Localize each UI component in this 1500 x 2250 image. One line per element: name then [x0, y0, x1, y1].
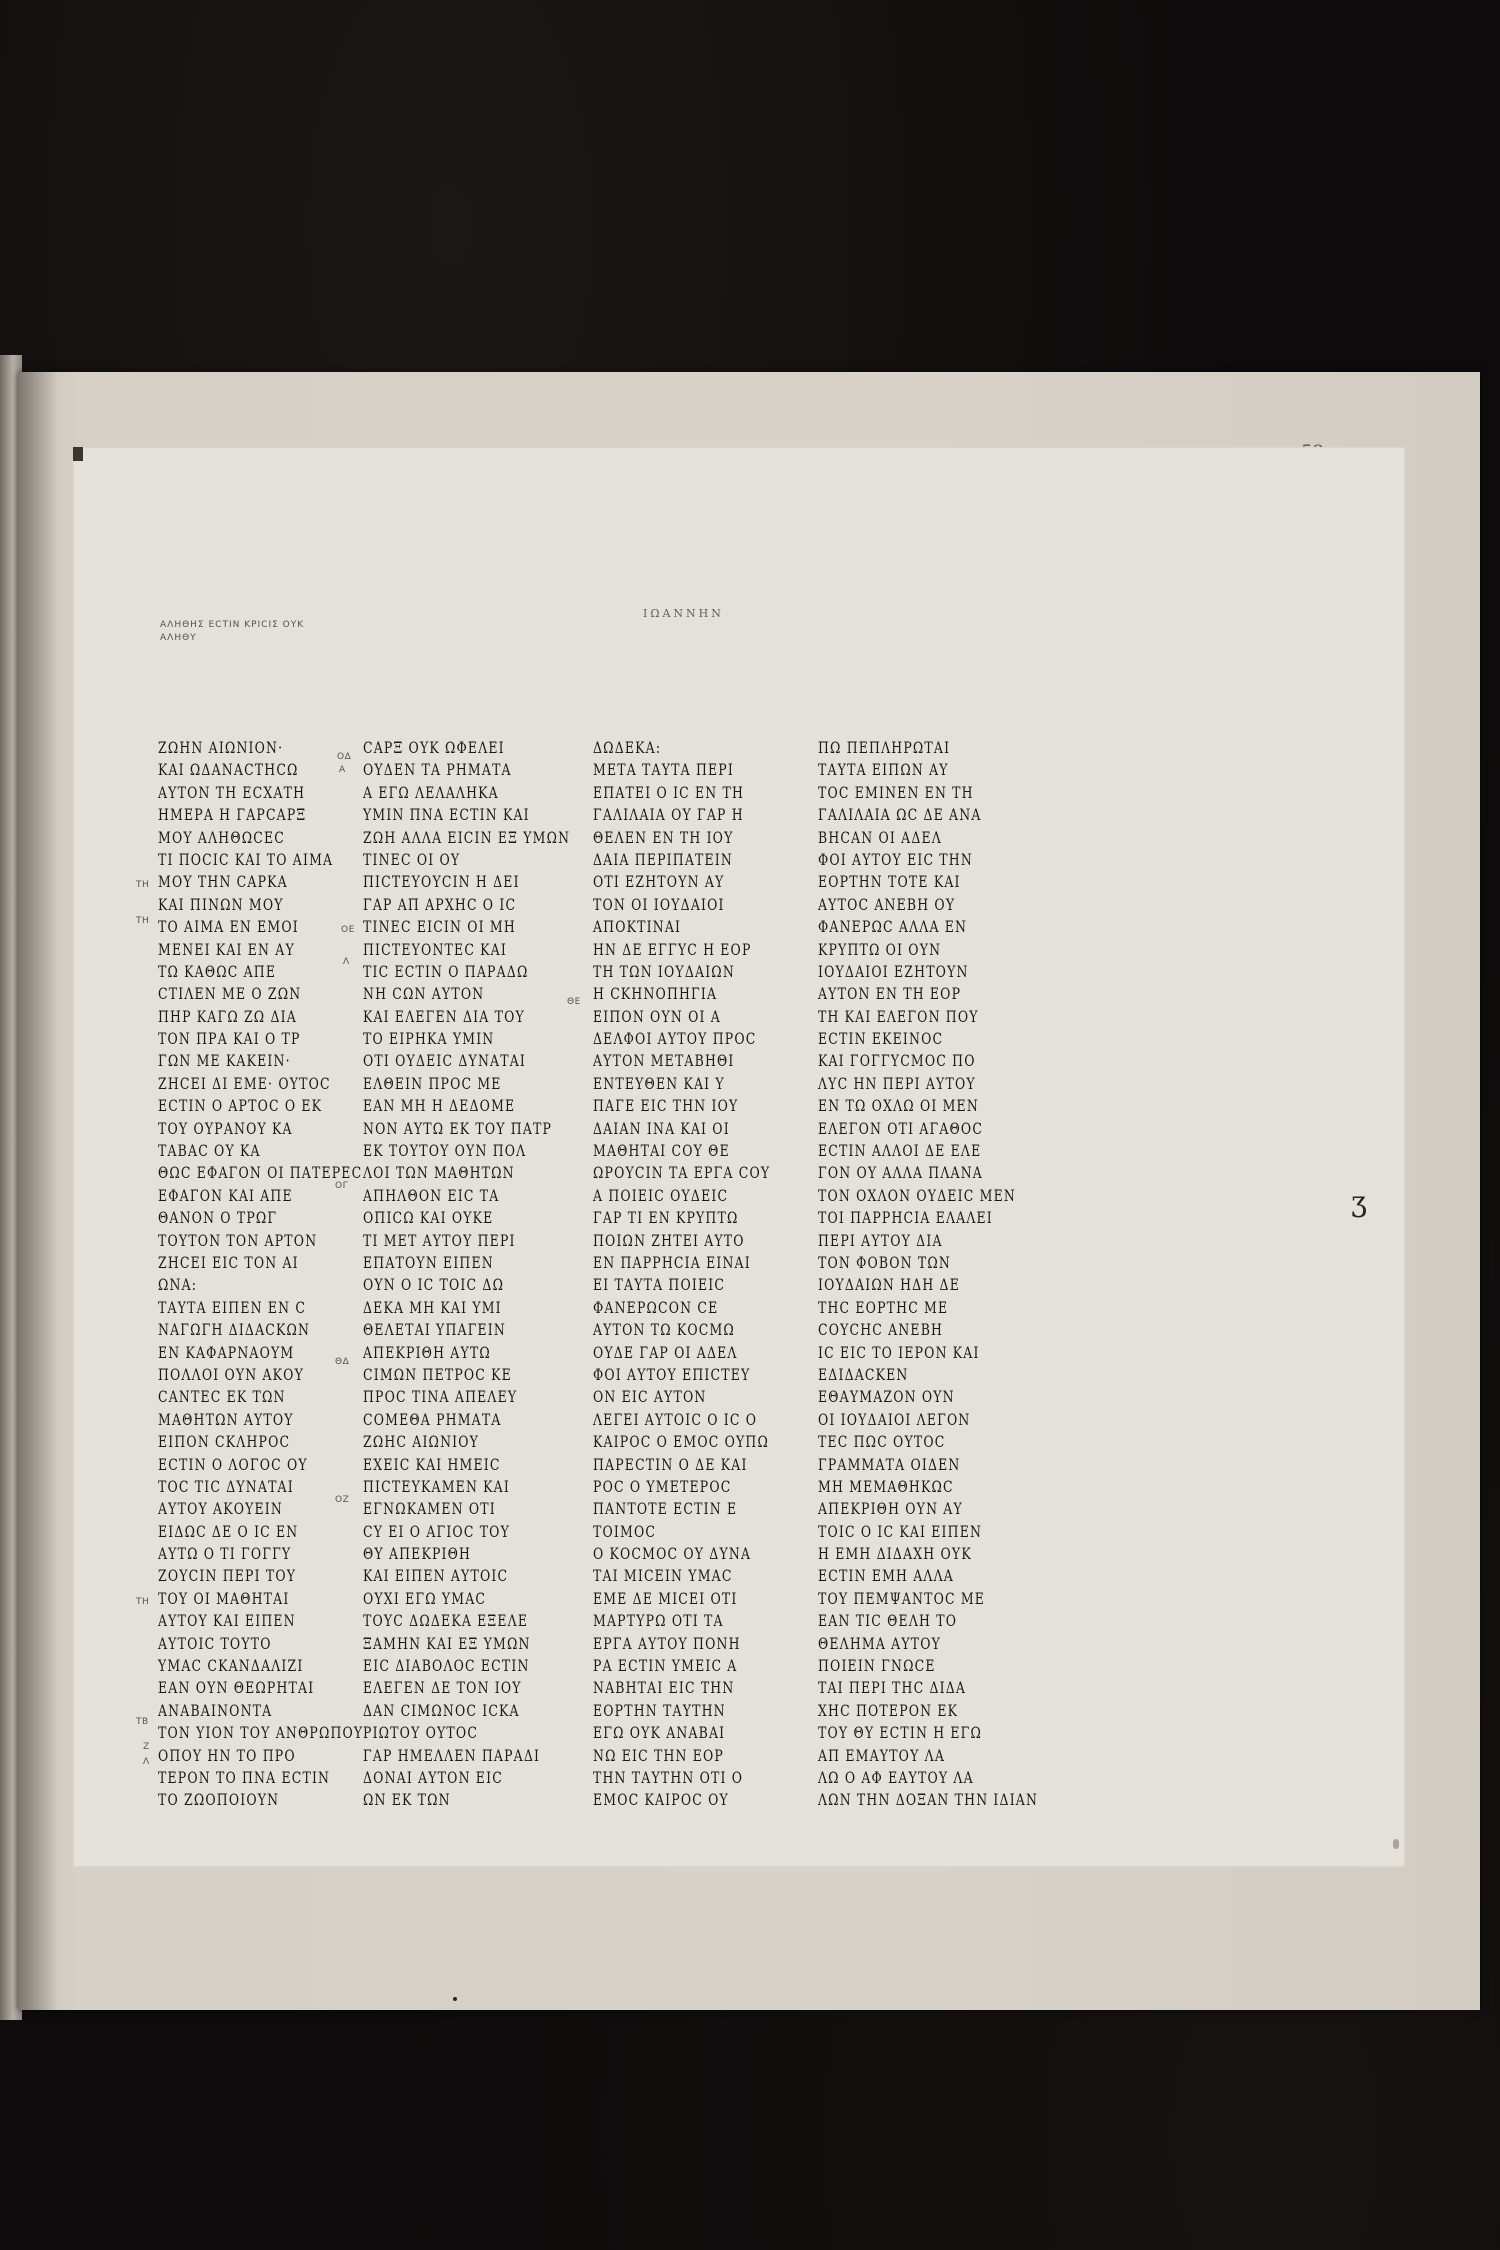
manuscript-line: ΕΟΡΤΗΝ ΤΟΤΕ ΚΑΙ	[818, 872, 961, 892]
manuscript-line: ΚΑΙΡΟC Ο ΕΜΟC ΟΥΠΩ	[593, 1432, 770, 1452]
manuscript-line: ΑΠΕΚΡΙΘΗ ΟΥΝ ΑΥ	[818, 1499, 963, 1519]
text-column-3	[593, 737, 833, 1812]
margin-mark: ΟΖ	[335, 1495, 350, 1505]
manuscript-line: ΧΗC ΠΟΤΕΡΟΝ ΕΚ	[818, 1700, 959, 1720]
manuscript-line: ΤΟC ΕΜΙΝΕΝ ΕΝ ΤΗ	[818, 782, 974, 802]
manuscript-line: ΑΥΤΟΝ ΤΗ ΕCΧΑΤΗ	[158, 782, 306, 802]
margin-mark: ΟΕ	[341, 925, 355, 935]
manuscript-line: ΕΝ ΚΑΦΑΡΝΑΟΥΜ	[158, 1342, 295, 1362]
manuscript-line: ΟΠΙCΩ ΚΑΙ ΟΥΚΕ	[363, 1208, 494, 1228]
manuscript-line: ΩΡΟΥCΙΝ ΤΑ ΕΡΓΑ CΟΥ	[593, 1163, 771, 1183]
manuscript-line: ΕΑΝ ΟΥΝ ΘΕΩΡΗΤΑΙ	[158, 1678, 315, 1698]
manuscript-line: ΤΗ ΤΩΝ ΙΟΥΔΑΙΩΝ	[593, 961, 735, 981]
manuscript-line: ΕΝΤΕΥΘΕΝ ΚΑΙ Υ	[593, 1073, 725, 1093]
manuscript-line: ΥΜΑC CΚΑΝΔΑΛΙΖΙ	[158, 1656, 304, 1676]
manuscript-line: ΤΑΥΤΑ ΕΙΠΩΝ ΑΥ	[818, 760, 949, 780]
manuscript-line: ΟΥΧΙ ΕΓΩ ΥΜΑC	[363, 1588, 487, 1608]
manuscript-line: ΑΠΗΛΘΟΝ ΕΙC ΤΑ	[363, 1185, 500, 1205]
manuscript-line: ΕΘΑΥΜΑΖΟΝ ΟΥΝ	[818, 1387, 955, 1407]
manuscript-line: CΤΙΛΕΝ ΜΕ Ο ΖΩΝ	[158, 984, 302, 1004]
manuscript-line: ΤΙC ΕCΤΙΝ Ο ΠΑΡΑΔΩ	[363, 961, 529, 981]
manuscript-line: ΤΟΥ ΟΥΡΑΝΟΥ ΚΑ	[158, 1118, 293, 1138]
manuscript-line: ΟΠΟΥ ΗΝ ΤΟ ΠΡΟ	[158, 1745, 296, 1765]
manuscript-line: ΕΓΩ ΟΥΚ ΑΝΑΒΑΙ	[593, 1723, 726, 1743]
manuscript-line: ΟΥΔΕΝ ΤΑ ΡΗΜΑΤΑ	[363, 760, 512, 780]
manuscript-line: ΠΟΙΩΝ ΖΗΤΕΙ ΑΥΤΟ	[593, 1230, 745, 1250]
margin-mark: ΘΕ	[567, 997, 581, 1007]
manuscript-line: ΔΩΔΕΚΑ:	[593, 738, 662, 757]
manuscript-line: ΛΟΙ ΤΩΝ ΜΑΘΗΤΩΝ	[363, 1163, 515, 1183]
margin-mark: ΤΗ	[136, 880, 150, 890]
manuscript-line: ΓΑΛΙΛΑΙΑ ΩC ΔΕ ΑΝΑ	[818, 805, 982, 825]
text-column-1	[158, 737, 398, 1812]
manuscript-line: ΤΟ ΑΙΜΑ ΕΝ ΕΜΟΙ	[158, 917, 299, 937]
manuscript-line: ΟΥΝ Ο ΙC ΤΟΙC ΔΩ	[363, 1275, 505, 1295]
manuscript-line: ΤΟΝ ΠΡΑ ΚΑΙ Ο ΤΡ	[158, 1029, 301, 1049]
manuscript-line: ΠΟΛΛΟΙ ΟΥΝ ΑΚΟΥ	[158, 1364, 304, 1384]
manuscript-line: ΕΙ ΤΑΥΤΑ ΠΟΙΕΙC	[593, 1275, 726, 1295]
manuscript-line: ΝΑΒΗΤΑΙ ΕΙC ΤΗΝ	[593, 1678, 735, 1698]
manuscript-line: ΜΟΥ ΤΗΝ CΑΡΚΑ	[158, 872, 288, 892]
top-marginal-note	[160, 619, 304, 645]
manuscript-line: ΖΩΗC ΑΙΩΝΙΟΥ	[363, 1432, 480, 1452]
manuscript-line: ΗΝ ΔΕ ΕΓΓΥC Η ΕΟΡ	[593, 939, 752, 959]
manuscript-line: ΖΩΗΝ ΑΙΩΝΙΟΝ·	[158, 738, 284, 757]
manuscript-line: ΤΗΝ ΤΑΥΤΗΝ ΟΤΙ Ο	[593, 1767, 744, 1787]
manuscript-line: ΖΩΗ ΑΛΛΑ ΕΙCΙΝ ΕΞ ΥΜΩΝ	[363, 827, 571, 847]
manuscript-line: ΜΑΘΗΤΑΙ CΟΥ ΘΕ	[593, 1141, 730, 1161]
manuscript-line: ΤΟΥ ΠΕΜΨΑΝΤΟC ΜΕ	[818, 1588, 986, 1608]
book-title: ΙΩΑΝΝΗΝ	[643, 607, 724, 620]
manuscript-line: ΠΙCΤΕΥΟΥCΙΝ Η ΔΕΙ	[363, 872, 520, 892]
manuscript-line: ΓΩΝ ΜΕ ΚΑΚΕΙΝ·	[158, 1051, 291, 1071]
manuscript-line: ΒΗCΑΝ ΟΙ ΑΔΕΛ	[818, 827, 942, 847]
manuscript-line: ΠΙCΤΕΥΟΝΤΕC ΚΑΙ	[363, 939, 507, 959]
margin-mark: ΤΒ	[136, 1717, 149, 1727]
manuscript-line: ΤΟΥC ΔΩΔΕΚΑ ΕΞΕΛΕ	[363, 1611, 529, 1631]
manuscript-line: ΤΟΙ ΠΑΡΡΗCΙΑ ΕΛΑΛΕΙ	[818, 1208, 993, 1228]
manuscript-line: ΙC ΕΙC ΤΟ ΙΕΡΟΝ ΚΑΙ	[818, 1342, 980, 1362]
manuscript-line: ΩΝΑ:	[158, 1275, 198, 1295]
manuscript-line: ΠΙCΤΕΥΚΑΜΕΝ ΚΑΙ	[363, 1476, 510, 1496]
manuscript-line: ΚΑΙ ΕΛΕΓΕΝ ΔΙΑ ΤΟΥ	[363, 1006, 525, 1026]
manuscript-line: ΘΥ ΑΠΕΚΡΙΘΗ	[363, 1544, 472, 1564]
manuscript-line: ΕΛΕΓΟΝ ΟΤΙ ΑΓΑΘΟC	[818, 1118, 984, 1138]
manuscript-line: ΦΑΝΕΡΩC ΑΛΛΑ ΕΝ	[818, 917, 968, 937]
manuscript-line: ΘΕΛΕΝ ΕΝ ΤΗ ΙΟΥ	[593, 827, 734, 847]
manuscript-line: ΕΠΑΤΕΙ Ο ΙC ΕΝ ΤΗ	[593, 782, 745, 802]
manuscript-line: CΑΝΤΕC ΕΚ ΤΩΝ	[158, 1387, 286, 1407]
manuscript-line: ΘΩC ΕΦΑΓΟΝ ΟΙ ΠΑΤΕΡΕC	[158, 1163, 363, 1183]
plate-edge-spot	[1393, 1839, 1399, 1849]
margin-mark: ΤΗ	[136, 1597, 150, 1607]
manuscript-line: ΚΑΙ ΠΙΝΩΝ ΜΟΥ	[158, 894, 284, 914]
ink-dot	[453, 1997, 457, 2001]
manuscript-line: ΕCΤΙΝ ΕΚΕΙΝΟC	[818, 1029, 944, 1049]
manuscript-line: CΙΜΩΝ ΠΕΤΡΟC ΚΕ	[363, 1364, 512, 1384]
manuscript-line: ΤΑΥΤΑ ΕΙΠΕΝ ΕΝ C	[158, 1297, 307, 1317]
manuscript-line: ΑΝΑΒΑΙΝΟΝΤΑ	[158, 1700, 273, 1720]
manuscript-plate	[73, 447, 1405, 1867]
manuscript-line: ΩΝ ΕΚ ΤΩΝ	[363, 1790, 451, 1810]
manuscript-line: ΕΔΙΔΑCΚΕΝ	[818, 1364, 909, 1384]
manuscript-line: ΖΗCΕΙ ΔΙ ΕΜΕ· ΟΥΤΟC	[158, 1073, 331, 1093]
manuscript-line: ΕΛΕΓΕΝ ΔΕ ΤΟΝ ΙΟΥ	[363, 1678, 522, 1698]
manuscript-line: ΛΩ Ο ΑΦ ΕΑΥΤΟΥ ΛΑ	[818, 1767, 974, 1787]
manuscript-line: ΜΗ ΜΕΜΑΘΗΚΩC	[818, 1476, 954, 1496]
manuscript-line: ΔΑΝ CΙΜΩΝΟC ΙCΚΑ	[363, 1700, 520, 1720]
manuscript-line: CΟΜΕΘΑ ΡΗΜΑΤΑ	[363, 1409, 502, 1429]
manuscript-line: ΠΗΡ ΚΑΓΩ ΖΩ ΔΙΑ	[158, 1006, 297, 1026]
manuscript-line: ΕΡΓΑ ΑΥΤΟΥ ΠΟΝΗ	[593, 1633, 741, 1653]
manuscript-line: ΟΝ ΕΙC ΑΥΤΟΝ	[593, 1387, 707, 1407]
manuscript-line: ΜΕΤΑ ΤΑΥΤΑ ΠΕΡΙ	[593, 760, 734, 780]
manuscript-line: ΤΟΝ ΟΧΛΟΝ ΟΥΔΕΙC ΜΕΝ	[818, 1185, 1016, 1205]
manuscript-line: ΤΑΒΑC ΟΥ ΚΑ	[158, 1141, 261, 1161]
manuscript-line: Α ΠΟΙΕΙC ΟΥΔΕΙC	[593, 1185, 729, 1205]
manuscript-line: ΤΟΙC Ο ΙC ΚΑΙ ΕΙΠΕΝ	[818, 1521, 983, 1541]
manuscript-line: ΤΙΝΕC ΕΙCΙΝ ΟΙ ΜΗ	[363, 917, 516, 937]
manuscript-line: ΓΡΑΜΜΑΤΑ ΟΙΔΕΝ	[818, 1454, 961, 1474]
manuscript-line: ΤΟΝ ΦΟΒΟΝ ΤΩΝ	[818, 1252, 952, 1272]
manuscript-line: ΠΑΝΤΟΤΕ ΕCΤΙΝ Ε	[593, 1499, 738, 1519]
manuscript-line: CΑΡΞ ΟΥΚ ΩΦΕΛΕΙ	[363, 738, 505, 757]
manuscript-line: ΟΥΔΕ ΓΑΡ ΟΙ ΑΔΕΛ	[593, 1342, 738, 1362]
top-note-line: ΑΛΗΘΥ	[160, 633, 197, 643]
manuscript-line: ΑΠΕΚΡΙΘΗ ΑΥΤΩ	[363, 1342, 491, 1362]
manuscript-line: ΕΜΕ ΔΕ ΜΙCΕΙ ΟΤΙ	[593, 1588, 738, 1608]
manuscript-line: ΤΕΡΟΝ ΤΟ ΠΝΑ ΕCΤΙΝ	[158, 1767, 331, 1787]
manuscript-line: ΔΑΙΑΝ ΙΝΑ ΚΑΙ ΟΙ	[593, 1118, 730, 1138]
margin-mark: Α	[339, 765, 346, 775]
manuscript-line: ΕΝ ΤΩ ΟΧΛΩ ΟΙ ΜΕΝ	[818, 1096, 979, 1116]
manuscript-line: ΚΑΙ ΕΙΠΕΝ ΑΥΤΟΙC	[363, 1566, 509, 1586]
manuscript-line: ΟΤΙ ΕΖΗΤΟΥΝ ΑΥ	[593, 872, 725, 892]
manuscript-line: ΝΑΓΩΓΗ ΔΙΔΑCΚΩΝ	[158, 1320, 311, 1340]
manuscript-line: ΤΟΝ ΟΙ ΙΟΥΔΑΙΟΙ	[593, 894, 725, 914]
manuscript-line: ΕCΤΙΝ ΕΜΗ ΑΛΛΑ	[818, 1566, 954, 1586]
manuscript-line: ΝΩ ΕΙC ΤΗΝ ΕΟΡ	[593, 1745, 725, 1765]
page-fold-shadow	[18, 372, 58, 2010]
manuscript-line: ΛΥC ΗΝ ΠΕΡΙ ΑΥΤΟΥ	[818, 1073, 976, 1093]
manuscript-line: ΟΙ ΙΟΥΔΑΙΟΙ ΛΕΓΟΝ	[818, 1409, 971, 1429]
manuscript-line: ΡΑ ΕCΤΙΝ ΥΜΕΙC Α	[593, 1656, 738, 1676]
manuscript-line: ΓΑΡ ΗΜΕΛΛΕΝ ΠΑΡΑΔΙ	[363, 1745, 541, 1765]
manuscript-line: ΡΟC Ο ΥΜΕΤΕΡΟC	[593, 1476, 732, 1496]
manuscript-line: ΕΟΡΤΗΝ ΤΑΥΤΗΝ	[593, 1700, 726, 1720]
manuscript-line: ΕΧΕΙC ΚΑΙ ΗΜΕΙC	[363, 1454, 501, 1474]
manuscript-line: CΥ ΕΙ Ο ΑΓΙΟC ΤΟΥ	[363, 1521, 510, 1541]
manuscript-line: ΗΜΕΡΑ Η ΓΑΡCΑΡΞ	[158, 805, 307, 825]
manuscript-line: ΑΥΤΟΝ ΤΩ ΚΟCΜΩ	[593, 1320, 735, 1340]
manuscript-line: ΚΑΙ ΓΟΓΓΥCΜΟC ΠΟ	[818, 1051, 976, 1071]
manuscript-line: ΤΗ ΚΑΙ ΕΛΕΓΟΝ ΠΟΥ	[818, 1006, 979, 1026]
manuscript-line: ΠΕΡΙ ΑΥΤΟΥ ΔΙΑ	[818, 1230, 943, 1250]
manuscript-line: ΑΥΤΩ Ο ΤΙ ΓΟΓΓΥ	[158, 1544, 292, 1564]
margin-mark: Λ	[343, 957, 350, 967]
manuscript-line: Α ΕΓΩ ΛΕΛΑΛΗΚΑ	[363, 782, 499, 802]
manuscript-line: CΟΥCΗC ΑΝΕΒΗ	[818, 1320, 944, 1340]
manuscript-line: ΞΑΜΗΝ ΚΑΙ ΕΞ ΥΜΩΝ	[363, 1633, 531, 1653]
manuscript-line: ΓΑΡ ΤΙ ΕΝ ΚΡΥΠΤΩ	[593, 1208, 739, 1228]
manuscript-line: ΑΥΤΟΝ ΜΕΤΑΒΗΘΙ	[593, 1051, 735, 1071]
manuscript-line: ΚΑΙ ΩΔΑΝΑCΤΗCΩ	[158, 760, 299, 780]
manuscript-line: ΤΙ ΜΕΤ ΑΥΤΟΥ ΠΕΡΙ	[363, 1230, 516, 1250]
manuscript-line: ΕΙC ΔΙΑΒΟΛΟC ΕCΤΙΝ	[363, 1656, 530, 1676]
manuscript-line: ΕΙΔΩC ΔΕ Ο ΙC ΕΝ	[158, 1521, 299, 1541]
text-column-2	[363, 737, 603, 1812]
manuscript-line: ΤΑΙ ΜΙCΕΙΝ ΥΜΑC	[593, 1566, 733, 1586]
manuscript-line: ΔΕΛΦΟΙ ΑΥΤΟΥ ΠΡΟC	[593, 1029, 757, 1049]
manuscript-line: ΤΩ ΚΑΘΩC ΑΠΕ	[158, 961, 277, 981]
manuscript-line: Η CΚΗΝΟΠΗΓΙΑ	[593, 984, 718, 1004]
manuscript-line: ΑΠ ΕΜΑΥΤΟΥ ΛΑ	[818, 1745, 946, 1765]
manuscript-line: ΖΗCΕΙ ΕΙC ΤΟΝ ΑΙ	[158, 1252, 299, 1272]
manuscript-line: ΜΑΡΤΥΡΩ ΟΤΙ ΤΑ	[593, 1611, 724, 1631]
manuscript-line: ΤΟΥΤΟΝ ΤΟΝ ΑΡΤΟΝ	[158, 1230, 318, 1250]
manuscript-line: ΠΑΡΕCΤΙΝ Ο ΔΕ ΚΑΙ	[593, 1454, 748, 1474]
manuscript-line: ΕΛΘΕΙΝ ΠΡΟC ΜΕ	[363, 1073, 502, 1093]
manuscript-line: ΘΕΛΗΜΑ ΑΥΤΟΥ	[818, 1633, 942, 1653]
manuscript-line: ΜΟΥ ΑΛΗΘΩCΕC	[158, 827, 285, 847]
manuscript-line: ΑΥΤΟC ΑΝΕΒΗ ΟΥ	[818, 894, 956, 914]
manuscript-line: ΤΙΝΕC ΟΙ ΟΥ	[363, 849, 461, 869]
manuscript-line: Η ΕΜΗ ΔΙΔΑΧΗ ΟΥΚ	[818, 1544, 972, 1564]
plate-corner-mark	[73, 447, 83, 461]
book-page	[18, 372, 1480, 2010]
manuscript-line: ΑΥΤΟΙC ΤΟΥΤΟ	[158, 1633, 272, 1653]
manuscript-line: ΠΡΟC ΤΙΝΑ ΑΠΕΛΕΥ	[363, 1387, 518, 1407]
manuscript-line: Ο ΚΟCΜΟC ΟΥ ΔΥΝΑ	[593, 1544, 752, 1564]
manuscript-line: ΦΟΙ ΑΥΤΟΥ ΕΠΙCΤΕΥ	[593, 1364, 751, 1384]
manuscript-line: ΤΗC ΕΟΡΤΗC ΜΕ	[818, 1297, 949, 1317]
manuscript-line: ΘΑΝΟΝ Ο ΤΡΩΓ	[158, 1208, 278, 1228]
manuscript-line: ΦΟΙ ΑΥΤΟΥ ΕΙC ΤΗΝ	[818, 849, 973, 869]
manuscript-line: ΕΠΑΤΟΥΝ ΕΙΠΕΝ	[363, 1252, 494, 1272]
manuscript-line: ΤΟ ΕΙΡΗΚΑ ΥΜΙΝ	[363, 1029, 495, 1049]
manuscript-line: ΠΑΓΕ ΕΙC ΤΗΝ ΙΟΥ	[593, 1096, 739, 1116]
manuscript-line: ΠΩ ΠΕΠΛΗΡΩΤΑΙ	[818, 738, 951, 757]
manuscript-line: ΦΑΝΕΡΩCΟΝ CΕ	[593, 1297, 719, 1317]
manuscript-line: ΛΕΓΕΙ ΑΥΤΟΙC Ο ΙC Ο	[593, 1409, 758, 1429]
manuscript-line: ΜΕΝΕΙ ΚΑΙ ΕΝ ΑΥ	[158, 939, 295, 959]
manuscript-line: ΓΑΡ ΑΠ ΑΡΧΗC Ο ΙC	[363, 894, 517, 914]
manuscript-line: ΖΟΥCΙΝ ΠΕΡΙ ΤΟΥ	[158, 1566, 297, 1586]
margin-mark: ΘΔ	[335, 1357, 350, 1367]
manuscript-line: ΕΑΝ ΜΗ Η ΔΕΔΟΜΕ	[363, 1096, 516, 1116]
manuscript-line: ΡΙΩΤΟΥ ΟΥΤΟC	[363, 1723, 479, 1743]
manuscript-line: ΓΑΛΙΛΑΙΑ ΟΥ ΓΑΡ Η	[593, 805, 744, 825]
manuscript-line: ΤΟΥ ΘΥ ΕCΤΙΝ Η ΕΓΩ	[818, 1723, 983, 1743]
manuscript-line: ΤΙ ΠΟCΙC ΚΑΙ ΤΟ ΑΙΜΑ	[158, 849, 334, 869]
manuscript-line: ΑΥΤΟΥ ΚΑΙ ΕΙΠΕΝ	[158, 1611, 296, 1631]
manuscript-line: ΕΙΠΟΝ ΟΥΝ ΟΙ Α	[593, 1006, 721, 1026]
margin-mark: Λ	[143, 1757, 150, 1767]
manuscript-line: ΠΟΙΕΙΝ ΓΝΩCΕ	[818, 1656, 936, 1676]
manuscript-line: ΔΑΙΑ ΠΕΡΙΠΑΤΕΙΝ	[593, 849, 733, 869]
manuscript-line: ΕΙΠΟΝ CΚΛΗΡΟC	[158, 1432, 291, 1452]
manuscript-line: ΝΟΝ ΑΥΤΩ ΕΚ ΤΟΥ ΠΑΤΡ	[363, 1118, 553, 1138]
manuscript-line: ΤΟC ΤΙC ΔΥΝΑΤΑΙ	[158, 1476, 294, 1496]
manuscript-line: ΑΠΟΚΤΙΝΑΙ	[593, 917, 682, 937]
manuscript-line: ΕΜΟC ΚΑΙΡΟC ΟΥ	[593, 1790, 729, 1810]
manuscript-line: ΜΑΘΗΤΩΝ ΑΥΤΟΥ	[158, 1409, 294, 1429]
margin-mark: ΤΗ	[136, 916, 150, 926]
manuscript-line: ΟΤΙ ΟΥΔΕΙC ΔΥΝΑΤΑΙ	[363, 1051, 527, 1071]
margin-mark: Ζ	[143, 1742, 150, 1752]
manuscript-line: ΕΝ ΠΑΡΡΗCΙΑ ΕΙΝΑΙ	[593, 1252, 751, 1272]
manuscript-line: ΕΚ ΤΟΥΤΟΥ ΟΥΝ ΠΟΛ	[363, 1141, 527, 1161]
manuscript-line: ΕΦΑΓΟΝ ΚΑΙ ΑΠΕ	[158, 1185, 293, 1205]
manuscript-line: ΤΟΙΜΟC	[593, 1521, 657, 1541]
manuscript-line: ΑΥΤΟΥ ΑΚΟΥΕΙΝ	[158, 1499, 283, 1519]
manuscript-line: ΕCΤΙΝ Ο ΛΟΓΟC ΟΥ	[158, 1454, 308, 1474]
margin-mark: ΟΔ	[337, 752, 352, 762]
manuscript-line: ΓΟΝ ΟΥ ΑΛΛΑ ΠΛΑΝΑ	[818, 1163, 983, 1183]
text-column-4	[818, 737, 1058, 1812]
manuscript-line: ΑΥΤΟΝ ΕΝ ΤΗ ΕΟΡ	[818, 984, 962, 1004]
manuscript-line: ΥΜΙΝ ΠΝΑ ΕCΤΙΝ ΚΑΙ	[363, 805, 530, 825]
manuscript-line: ΕΑΝ ΤΙC ΘΕΛΗ ΤΟ	[818, 1611, 958, 1631]
manuscript-line: ΕΓΝΩΚΑΜΕΝ ΟΤΙ	[363, 1499, 496, 1519]
manuscript-line: ΕCΤΙΝ Ο ΑΡΤΟC Ο ΕΚ	[158, 1096, 323, 1116]
manuscript-line: ΤΑΙ ΠΕΡΙ ΤΗC ΔΙΔΑ	[818, 1678, 967, 1698]
manuscript-line: ΘΕΛΕΤΑΙ ΥΠΑΓΕΙΝ	[363, 1320, 507, 1340]
margin-mark: ΟΓ	[335, 1181, 349, 1191]
manuscript-line: ΤΕC ΠΩC ΟΥΤΟC	[818, 1432, 946, 1452]
marginal-symbol: ʒ	[1351, 1185, 1367, 1218]
manuscript-line: ΔΟΝΑΙ ΑΥΤΟΝ ΕΙC	[363, 1767, 503, 1787]
manuscript-line: ΚΡΥΠΤΩ ΟΙ ΟΥΝ	[818, 939, 942, 959]
manuscript-line: ΤΟ ΖΩΟΠΟΙΟΥΝ	[158, 1790, 280, 1810]
manuscript-line: ΙΟΥΔΑΙΟΙ ΕΖΗΤΟΥΝ	[818, 961, 969, 981]
manuscript-line: ΤΟΥ ΟΙ ΜΑΘΗΤΑΙ	[158, 1588, 290, 1608]
top-note-line: ΑΛΗΘΗΣ ΕCΤΙΝ ΚΡΙCΙΣ ΟΥΚ	[160, 620, 305, 630]
manuscript-line: ΤΟΝ ΥΙΟΝ ΤΟΥ ΑΝΘΡΩΠΟΥ	[158, 1723, 364, 1743]
manuscript-line: ΙΟΥΔΑΙΩΝ ΗΔΗ ΔΕ	[818, 1275, 961, 1295]
manuscript-line: ΛΩΝ ΤΗΝ ΔΟΞΑΝ ΤΗΝ ΙΔΙΑΝ	[818, 1790, 1039, 1810]
manuscript-line: ΕCΤΙΝ ΑΛΛΟΙ ΔΕ ΕΛΕ	[818, 1141, 982, 1161]
manuscript-line: ΔΕΚΑ ΜΗ ΚΑΙ ΥΜΙ	[363, 1297, 502, 1317]
manuscript-line: ΝΗ CΩΝ ΑΥΤΟΝ	[363, 984, 485, 1004]
